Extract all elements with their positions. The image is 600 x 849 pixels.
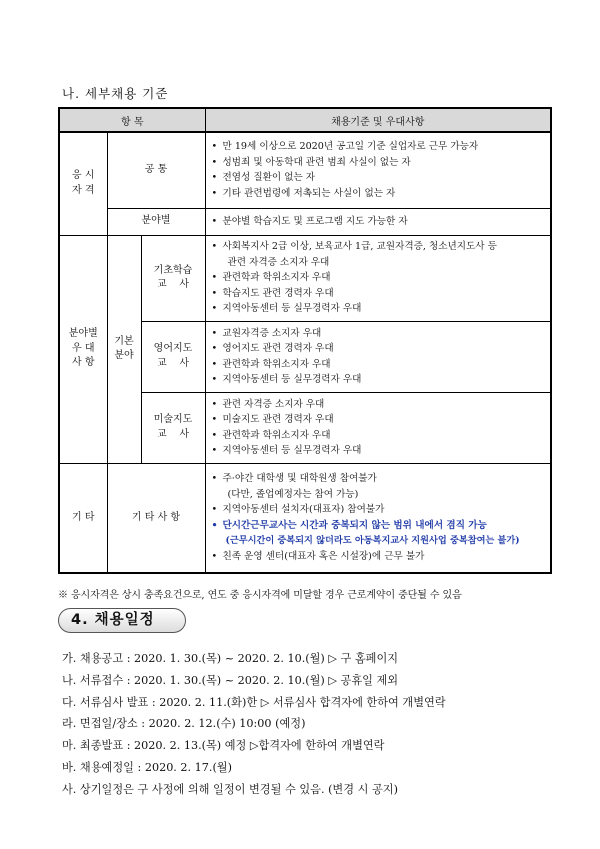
table-row [59, 463, 551, 573]
schedule-list [62, 648, 446, 801]
list-item-highlight-continued: (근무시간이 중복되지 않더라도 아동복지교사 지원사업 중복참여는 불가) [225, 535, 520, 547]
art-teacher-cell [205, 392, 551, 463]
common-cell [205, 132, 551, 208]
list-item: • 지역아동센터 등 실무경력자 우대 [212, 301, 547, 317]
art-teacher-label: 미술지도 교 사 [141, 392, 205, 463]
basic-teacher-label: 기초학습 교 사 [141, 235, 205, 321]
list-item: • 지역아동센터 등 실무경력자 우대 [212, 443, 547, 459]
list-item: • 분야별 학습지도 및 프로그램 지도 가능한 자 [212, 214, 547, 230]
schedule-item: 사. 상기일정은 구 사정에 의해 일정이 변경될 수 있음. (변경 시 공지) [62, 782, 398, 796]
list-item: • 전염성 질환이 없는 자 [212, 170, 547, 186]
list-item: • 미술지도 관련 경력자 우대 [212, 412, 547, 428]
etc-sub-label: 기 타 사 항 [107, 463, 205, 573]
header-item: 항 목 [59, 108, 205, 132]
field-cell [205, 208, 551, 235]
schedule-item: 가. 채용공고 : 2020. 1. 30.(목) ~ 2020. 2. 10.(월) ▷ 구 홈페이지 [62, 652, 399, 665]
list-item: • 기타 관련법령에 저촉되는 사실이 없는 자 [212, 186, 547, 202]
list-item: • 사회복지사 2급 이상, 보육교사 1급, 교원자격증, 청소년지도사 등 [212, 239, 547, 255]
list-item: • 관련학과 학위소지자 우대 [212, 270, 547, 286]
table-row [59, 235, 551, 321]
schedule-item: 나. 서류접수 : 2020. 1. 30.(목) ~ 2020. 2. 10.(월) ▷ 공휴일 제외 [62, 673, 399, 687]
schedule-item: 라. 면접일/장소 : 2020. 2. 12.(수) 10:00 (예정) [62, 717, 306, 731]
list-item-continued: 관련 자격증 소지자 우대 [227, 256, 330, 268]
list-item: • 영어지도 관련 경력자 우대 [212, 341, 547, 357]
schedule-item: 마. 최종발표 : 2020. 2. 13.(목) 예정 ▷합격자에 한하여 개별연락 [62, 739, 385, 753]
etc-cell [205, 463, 551, 573]
list-item: • 주·야간 대학생 및 대학원생 참여불가 [212, 471, 547, 487]
list-item: • 지역아동센터 설치자(대표자) 참여불가 [212, 502, 547, 518]
eligibility-note: ※ 응시자격은 상시 충족요건으로, 연도 중 응시자격에 미달할 경우 근로계약이 중단될 수 있음 [58, 590, 462, 601]
schedule-item: 다. 서류심사 발표 : 2020. 2. 11.(화)한 ▷ 서류심사 합격자에 한하여 개별연락 [62, 695, 446, 709]
table-row [59, 132, 551, 208]
list-item: • 관련학과 학위소지자 우대 [212, 428, 547, 444]
list-item: • 관련 자격증 소지자 우대 [212, 397, 547, 413]
english-teacher-label: 영어지도 교 사 [141, 321, 205, 392]
list-item: • 친족 운영 센터(대표자 혹은 시설장)에 근무 불가 [212, 549, 547, 565]
list-item: • 지역아동센터 등 실무경력자 우대 [212, 372, 547, 388]
list-item: • 교원자격증 소지자 우대 [212, 326, 547, 342]
basic-field-label: 기본 분야 [107, 235, 141, 463]
list-item-highlight: • 단시간근무교사는 시간과 중복되지 않는 범위 내에서 겸직 가능 [212, 518, 547, 534]
table-row [59, 208, 551, 235]
etc-label: 기 타 [59, 463, 107, 573]
english-teacher-cell [205, 321, 551, 392]
field-label: 분야별 [107, 208, 205, 235]
schedule-item: 바. 채용예정일 : 2020. 2. 17.(월) [62, 760, 232, 774]
list-item: • 학습지도 관련 경력자 우대 [212, 286, 547, 302]
section-heading-badge: 4. 채용일정 [58, 608, 186, 633]
list-item: • 만 19세 이상으로 2020년 공고일 기준 실업자로 근무 가능자 [212, 139, 547, 155]
common-label: 공 통 [107, 132, 205, 208]
list-item: • 성범죄 및 아동학대 관련 범죄 사실이 없는 자 [212, 155, 547, 171]
preference-label: 분야별 우 대 사 항 [59, 235, 107, 463]
section-title: 나. 세부채용 기준 [62, 86, 169, 101]
list-item-continued: (다만, 졸업예정자는 참여 가능) [227, 488, 359, 500]
header-criteria: 채용기준 및 우대사항 [205, 108, 551, 132]
basic-teacher-cell [205, 235, 551, 321]
table-header-row [59, 108, 551, 132]
eligibility-label: 응 시 자 격 [59, 132, 107, 235]
list-item: • 관련학과 학위소지자 우대 [212, 357, 547, 373]
criteria-table [58, 107, 552, 574]
